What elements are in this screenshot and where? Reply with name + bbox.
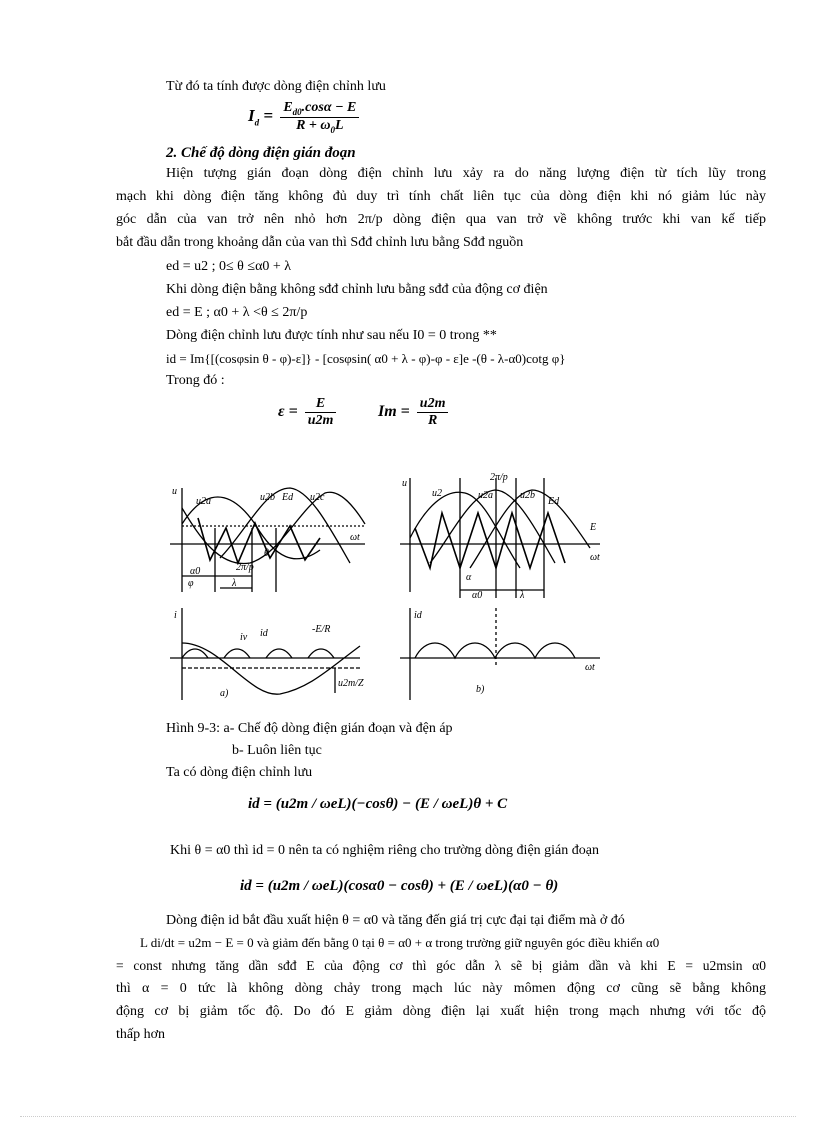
line-ta-co: Ta có dòng điện chỉnh lưu xyxy=(166,765,313,780)
caption-line-2: b- Luôn liên tục xyxy=(232,743,322,758)
formula-id2: id = (u2m / ωeL)(cosα0 − cosθ) + (E / ωeL)(α0 − θ) xyxy=(240,878,559,894)
label-a-u2a: u2a xyxy=(196,496,211,507)
para2-line-2: L di/dt = u2m − E = 0 và giảm đến bằng 0 tại θ = α0 + α trong trường giữ nguyên góc điều khiển α0 xyxy=(140,935,660,950)
eq-ed-u2: ed = u2 ; 0≤ θ ≤α0 + λ xyxy=(166,259,292,274)
eq-ed-E: ed = E ; α0 + λ <θ ≤ 2π/p xyxy=(166,305,308,320)
eq-id-long: id = Im{[(cosφsin θ - φ)-ε]} - [cosφsin( α0 + λ - φ)-φ - ε]e -(θ - λ-α0)cotg φ} xyxy=(166,351,566,366)
label-b-u2b: u2b xyxy=(520,490,535,501)
line-khi-theta: Khi θ = α0 thì id = 0 nên ta có nghiệm riêng cho trường dòng điện gián đoạn xyxy=(170,843,599,858)
figure-labels xyxy=(172,472,600,699)
label-b-lambda: λ xyxy=(520,590,525,601)
para1-line-1: Hiện tượng gián đoạn dòng điện chỉnh lưu xảy ra do năng lượng điện từ tích lũy trong xyxy=(166,166,766,181)
label-a-phi: φ xyxy=(188,578,194,589)
label-a-panel: a) xyxy=(220,688,229,699)
label-b-E: E xyxy=(590,522,597,533)
line-khi-dong: Khi dòng điện bằng không sđđ chỉnh lưu bằng sđđ của động cơ điện xyxy=(166,282,548,297)
para2-line-6: thấp hơn xyxy=(116,1027,166,1042)
section-heading: 2. Chế độ dòng điện gián đoạn xyxy=(166,145,356,161)
line-dong-dien: Dòng điện chỉnh lưu được tính như sau nếu I0 = 0 trong ** xyxy=(166,328,497,343)
label-b-omega-t: ωt xyxy=(590,552,600,563)
label-a-theta: θ xyxy=(264,548,269,559)
label-a-id: id xyxy=(260,628,268,639)
label-a-i: i xyxy=(174,610,177,621)
figure-b-current xyxy=(400,608,600,700)
label-a-alpha0: α0 xyxy=(190,566,201,577)
para1-line-4: bắt đầu dẫn trong khoảng dẫn của van thì Sđđ chỉnh lưu bằng Sđđ nguồn xyxy=(116,235,524,250)
label-b-alpha: α xyxy=(466,572,472,583)
label-b-panel: b) xyxy=(476,684,485,695)
para1-line-3: góc dẫn của van trở nên nhỏ hơn 2π/p dòng điện qua van trở về không trước khi van kế tiếp xyxy=(116,212,766,227)
label-b-Ed: Ed xyxy=(548,496,560,507)
formula-Im: Im = $\frac{u2m}{R}$ xyxy=(378,396,451,429)
label-a-Ed: Ed xyxy=(282,492,294,503)
para2-line-1: Dòng điện id bắt đầu xuất hiện θ = α0 và tăng đến giá trị cực đại tại điểm mà ở đó xyxy=(166,913,625,928)
label-b-id: id xyxy=(414,610,422,621)
formula-id1: id = (u2m / ωeL)(−cosθ) − (E / ωeL)θ + C xyxy=(248,796,508,812)
para2-line-4: thì α = 0 tức là không dòng chảy trong mạch lúc này mômen động cơ cũng sẽ bằng không xyxy=(116,981,766,996)
label-b-u: u xyxy=(402,478,407,489)
label-b-omega-t-2: ωt xyxy=(585,662,595,673)
label-a-lambda: λ xyxy=(232,578,237,589)
para2-line-3: = const nhưng tăng dần sđđ E của động cơ thì góc dẫn λ sẽ bị giảm dần và khi E = u2msin α0 xyxy=(116,958,766,973)
figure-a-current xyxy=(170,608,360,700)
label-a-2pi-p: 2π/p xyxy=(236,562,254,573)
para1-line-2: mạch khi dòng điện tăng không đủ duy trì tính chất liên tục của dòng điện khi nó giảm lúc này xyxy=(116,189,766,204)
label-a-u: u xyxy=(172,486,177,497)
label-a-omega-t: ωt xyxy=(350,532,360,543)
label-a-u2m-Z: u2m/Z xyxy=(338,678,364,689)
line-trong-do: Trong đó : xyxy=(166,373,225,388)
label-b-alpha0: α0 xyxy=(472,590,483,601)
label-a-u2c: u2c xyxy=(310,492,325,503)
label-b-u2a: u2a xyxy=(478,490,493,501)
label-b-2pi-p: 2π/p xyxy=(490,472,508,483)
label-a-iv: iv xyxy=(240,632,248,643)
label-b-u2: u2 xyxy=(432,488,442,499)
figure-9-3 xyxy=(160,468,610,708)
figure-b-voltage xyxy=(400,478,600,598)
label-a-u2b: u2b xyxy=(260,492,275,503)
intro-text: Từ đó ta tính được dòng điện chỉnh lưu xyxy=(166,79,386,94)
para2-line-5: động cơ bị giảm tốc độ. Do đó E giảm dòng điện lại xuất hiện trong mạch nhưng với tốc độ xyxy=(116,1004,766,1019)
formula-epsilon: ε = $\frac{E}{u2m}$ xyxy=(278,396,339,429)
page-bottom-divider xyxy=(20,1116,796,1117)
formula-Id: $I_d$ = $\frac{E_{d0}.\cos\alpha - E}{R + \omega_0L}$ xyxy=(248,100,362,135)
label-a-minus-E-R: -E/R xyxy=(312,624,331,635)
caption-line-1: Hình 9-3: a- Chế độ dòng điện gián đoạn và đện áp xyxy=(166,721,453,736)
